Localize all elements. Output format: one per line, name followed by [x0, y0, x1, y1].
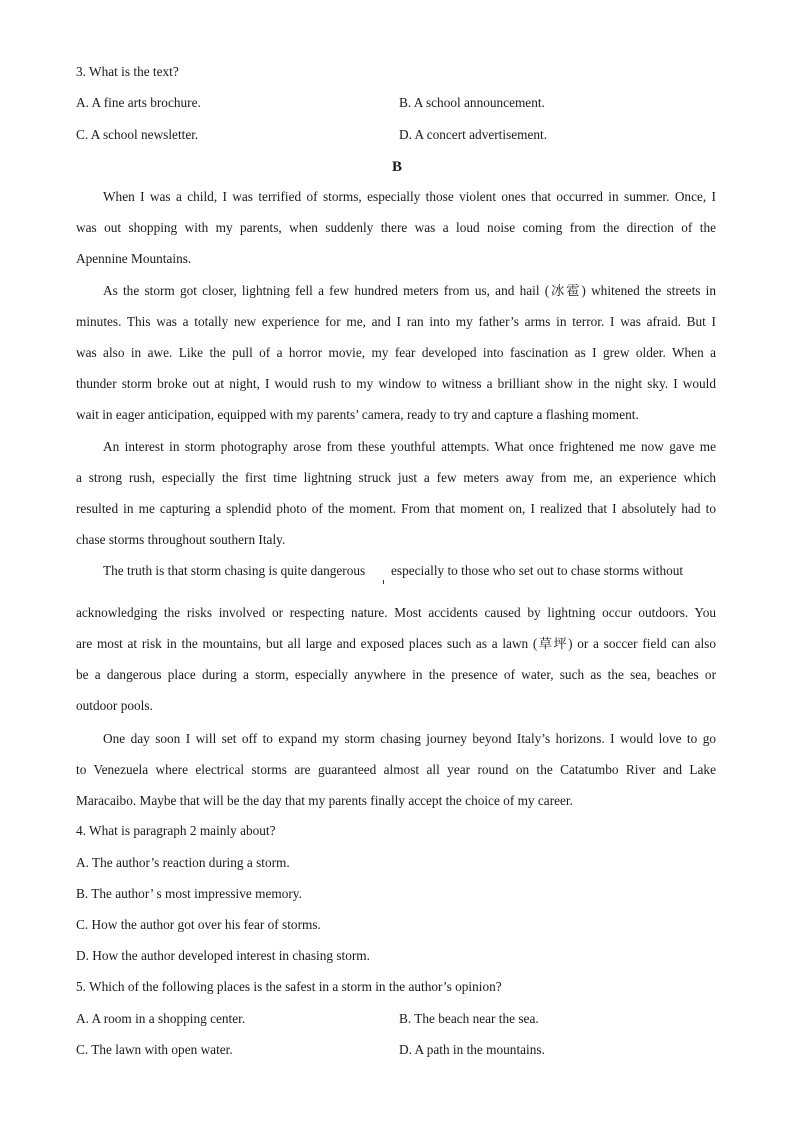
paragraph-4-line: be a dangerous place during a storm, especially anywhere in the presence of water, such as the sea, beaches or: [76, 667, 716, 682]
q4-option-a: A. The author’s reaction during a storm.: [76, 855, 290, 870]
q5-option-c: C. The lawn with open water.: [76, 1042, 233, 1057]
paragraph-5-line: to Venezuela where electrical storms are guaranteed almost all year round on the Catatumbo River and Lake: [76, 762, 716, 777]
q3-option-b: B. A school announcement.: [399, 95, 545, 110]
paragraph-3: [76, 431, 716, 555]
q3-option-a: A. A fine arts brochure.: [76, 95, 201, 110]
paragraph-1-line: When I was a child, I was terrified of storms, especially those violent ones that occurred in summer. Once, I: [103, 189, 716, 204]
section-title-b: B: [391, 159, 402, 175]
paragraph-4-line: outdoor pools.: [76, 698, 153, 713]
question-5: 5. Which of the following places is the safest in a storm in the author’s opinion?: [76, 979, 502, 994]
paragraph-1: [76, 181, 716, 274]
paragraph-2-line: minutes. This was a totally new experience for me, and I ran into my father’s arms in terror. I was afraid. But I: [76, 314, 716, 329]
paragraph-3-line: resulted in me capturing a splendid photo of the moment. From that moment on, I realized that I absolutely had to: [76, 501, 716, 516]
paragraph-5-line: One day soon I will set off to expand my storm chasing journey beyond Italy’s horizons. I would love to go: [103, 731, 716, 746]
q4-option-c: C. How the author got over his fear of storms.: [76, 917, 321, 932]
paragraph-5: [76, 723, 716, 816]
paragraph-3-line: chase storms throughout southern Italy.: [76, 532, 286, 547]
q3-option-d: D. A concert advertisement.: [399, 127, 548, 142]
q4-option-b: B. The author’ s most impressive memory.: [76, 886, 302, 901]
paragraph-4: [76, 597, 716, 721]
paragraph-2-line: was also in awe. Like the pull of a horror movie, my fear developed into fascination as I grew older. When a: [76, 345, 716, 360]
question-3: 3. What is the text?: [76, 64, 179, 79]
paragraph-2-line: wait in eager anticipation, equipped with my parents’ camera, ready to try and capture a flashing moment.: [76, 407, 639, 422]
paragraph-4-line: acknowledging the risks involved or respecting nature. Most accidents caused by lightning occur outdoors. You: [76, 605, 716, 620]
q5-option-d: D. A path in the mountains.: [399, 1042, 545, 1057]
paragraph-1-line: was out shopping with my parents, when suddenly there was a loud noise coming from the direction of the: [76, 220, 716, 235]
paragraph-2: [76, 275, 716, 430]
q5-option-a: A. A room in a shopping center.: [76, 1011, 246, 1026]
paragraph-1-line: Apennine Mountains.: [76, 251, 192, 266]
paragraph-4-line: are most at risk in the mountains, but all large and exposed places such as a lawn (草坪) or a soccer field can also: [76, 636, 716, 651]
paragraph-2-line: thunder storm broke out at night, I would rush to my window to witness a brilliant show in the night sky. I would: [76, 376, 716, 391]
paragraph-5-line: Maracaibo. Maybe that will be the day that my parents finally accept the choice of my career.: [76, 793, 573, 808]
paragraph-3-line: An interest in storm photography arose from these youthful attempts. What once frightened me now gave me: [103, 439, 716, 454]
q5-option-b: B. The beach near the sea.: [399, 1011, 539, 1026]
paragraph-3-line: a strong rush, especially the first time lightning struck just a few meters away from me, an experience which: [76, 470, 716, 485]
paragraph-4-line-first-b: especially to those who set out to chase storms without: [391, 563, 684, 578]
q4-option-d: D. How the author developed interest in chasing storm.: [76, 948, 370, 963]
question-4: 4. What is paragraph 2 mainly about?: [76, 823, 276, 838]
paragraph-2-line: As the storm got closer, lightning fell a few hundred meters from us, and hail (冰雹) whitened the streets in: [103, 283, 716, 298]
q3-option-c: C. A school newsletter.: [76, 127, 199, 142]
paragraph-4-line-first-a: The truth is that storm chasing is quite dangerous: [103, 563, 366, 578]
comma-mark: [383, 580, 384, 584]
